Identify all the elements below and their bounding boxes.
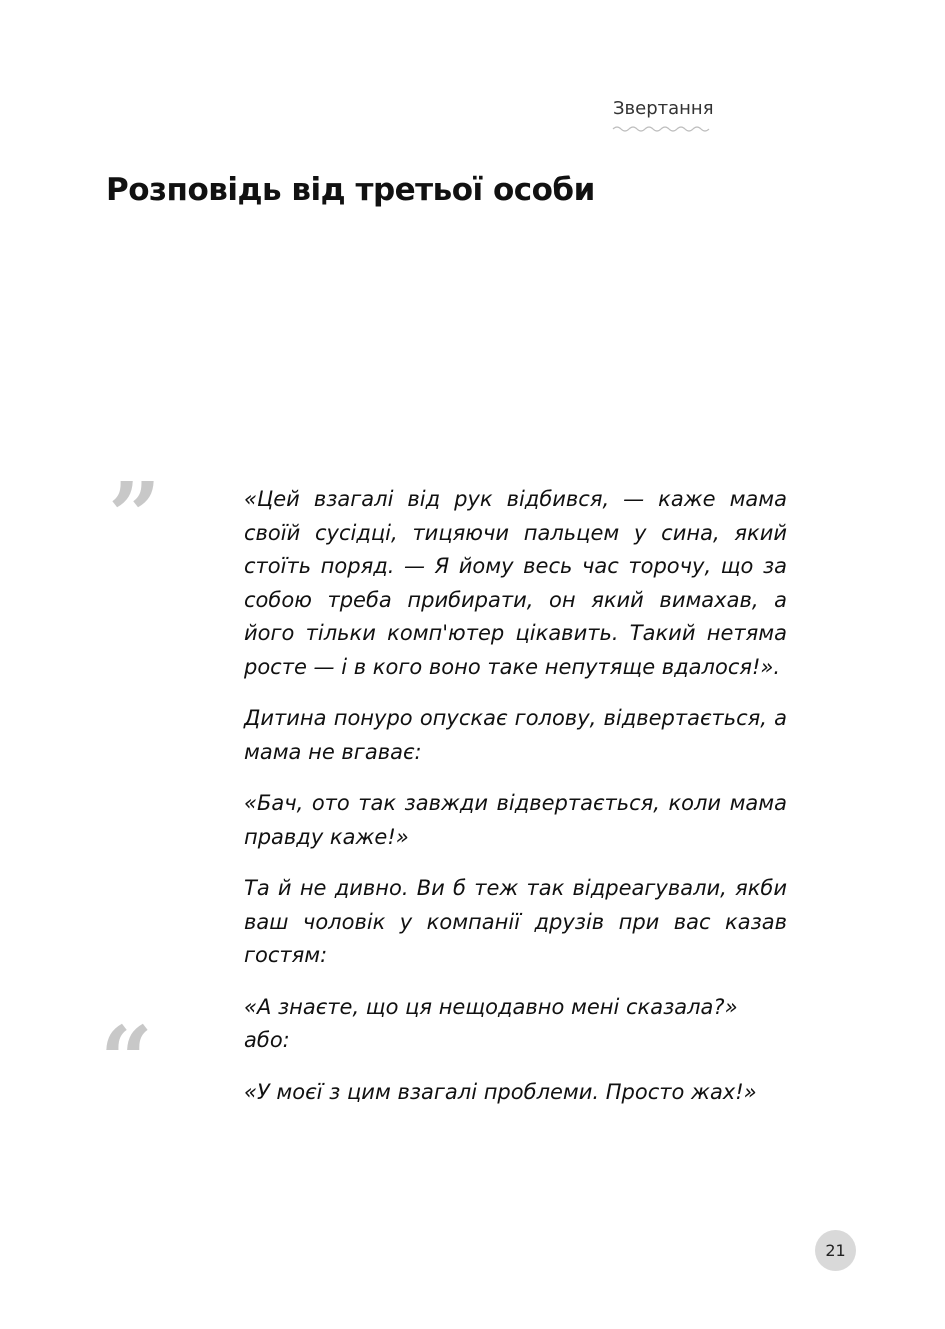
section-header: Звертання xyxy=(613,98,714,119)
paragraph: «У моєї з цим взагалі проблеми. Просто жах!» xyxy=(244,1079,757,1104)
paragraph: Дитина понуро опускає голову, відвертається, а мама не вгаває: xyxy=(244,706,787,764)
paragraph: «Бач, ото так завжди відвертається, коли мама правду каже!» xyxy=(244,791,787,849)
page-title: Розповідь від третьої особи xyxy=(106,172,595,208)
opening-quote-icon: “ xyxy=(100,1006,153,1114)
paragraph: «А знаєте, що ця нещодавно мені сказала?» або: xyxy=(244,994,738,1052)
body-text xyxy=(244,483,787,1127)
wavy-underline-decoration xyxy=(612,124,710,134)
page-number-badge: 21 xyxy=(815,1230,856,1271)
closing-quote-icon: ” xyxy=(108,462,161,570)
paragraph: «Цей взагалі від рук відбився, — каже мама своїй сусідці, тицяючи пальцем у сина, який стоїть поряд. — Я йому весь час торочу, що за собою треба прибирати, он який вимахав, а його тільки комп'ютер цікавить. Такий нетяма росте — і в кого воно таке непутяще вдалося!». xyxy=(244,487,787,679)
paragraph: Та й не дивно. Ви б теж так відреагували, якби ваш чоловік у компанії друзів при вас казав гостям: xyxy=(244,876,787,967)
